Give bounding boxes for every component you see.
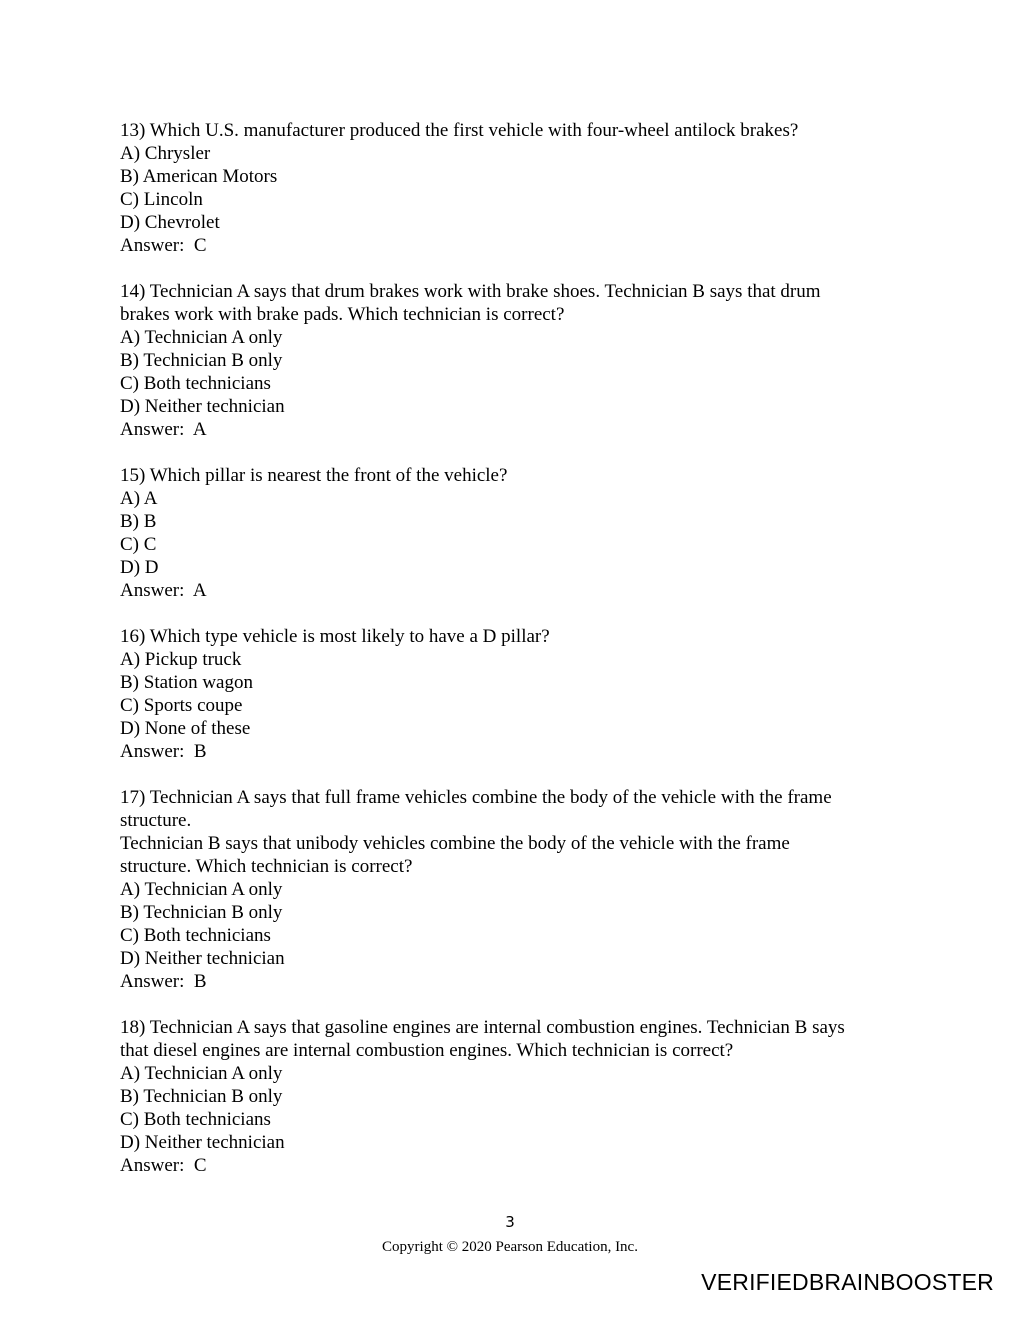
option-d: D) Neither technician <box>120 396 285 417</box>
option-a: A) Pickup truck <box>120 649 242 670</box>
answer: Answer: C <box>120 1155 207 1176</box>
option-d: D) Neither technician <box>120 1132 285 1153</box>
option-a: A) A <box>120 488 158 509</box>
question-text: that diesel engines are internal combustion engines. Which technician is correct? <box>120 1040 734 1061</box>
copyright-notice: Copyright © 2020 Pearson Education, Inc. <box>382 1239 638 1255</box>
question-text: 13) Which U.S. manufacturer produced the first vehicle with four-wheel antilock brakes? <box>120 120 799 141</box>
answer: Answer: C <box>120 235 207 256</box>
question-text: 14) Technician A says that drum brakes work with brake shoes. Technician B says that drum <box>120 281 821 302</box>
page-number: 3 <box>505 1213 515 1231</box>
option-d: D) Chevrolet <box>120 212 220 233</box>
watermark: VERIFIEDBRAINBOOSTER <box>701 1269 994 1295</box>
question-text: 16) Which type vehicle is most likely to have a D pillar? <box>120 626 550 647</box>
option-a: A) Technician A only <box>120 327 283 348</box>
option-b: B) Technician B only <box>120 350 283 371</box>
question-15 <box>120 464 910 602</box>
option-d: D) None of these <box>120 718 251 739</box>
option-c: C) Lincoln <box>120 189 203 210</box>
document-body <box>120 119 910 1200</box>
question-17 <box>120 786 910 993</box>
option-b: B) Technician B only <box>120 902 283 923</box>
answer: Answer: A <box>120 419 207 440</box>
option-c: C) Sports coupe <box>120 695 243 716</box>
option-c: C) Both technicians <box>120 373 271 394</box>
option-b: B) American Motors <box>120 166 278 187</box>
option-c: C) C <box>120 534 157 555</box>
option-b: B) Technician B only <box>120 1086 283 1107</box>
question-text: 17) Technician A says that full frame vehicles combine the body of the vehicle with the frame <box>120 787 832 808</box>
question-text: Technician B says that unibody vehicles combine the body of the vehicle with the frame <box>120 833 790 854</box>
option-b: B) Station wagon <box>120 672 253 693</box>
question-text: brakes work with brake pads. Which technician is correct? <box>120 304 565 325</box>
question-text: 15) Which pillar is nearest the front of the vehicle? <box>120 465 508 486</box>
question-13 <box>120 119 910 257</box>
option-c: C) Both technicians <box>120 1109 271 1130</box>
option-b: B) B <box>120 511 157 532</box>
option-a: A) Technician A only <box>120 879 283 900</box>
question-text: structure. Which technician is correct? <box>120 856 413 877</box>
option-a: A) Chrysler <box>120 143 211 164</box>
question-text: structure. <box>120 810 192 831</box>
question-14 <box>120 280 910 441</box>
answer: Answer: A <box>120 580 207 601</box>
question-16 <box>120 625 910 763</box>
answer: Answer: B <box>120 741 207 762</box>
option-c: C) Both technicians <box>120 925 271 946</box>
option-a: A) Technician A only <box>120 1063 283 1084</box>
answer: Answer: B <box>120 971 207 992</box>
question-18 <box>120 1016 910 1177</box>
option-d: D) D <box>120 557 159 578</box>
option-d: D) Neither technician <box>120 948 285 969</box>
question-text: 18) Technician A says that gasoline engines are internal combustion engines. Technician B says <box>120 1017 845 1038</box>
